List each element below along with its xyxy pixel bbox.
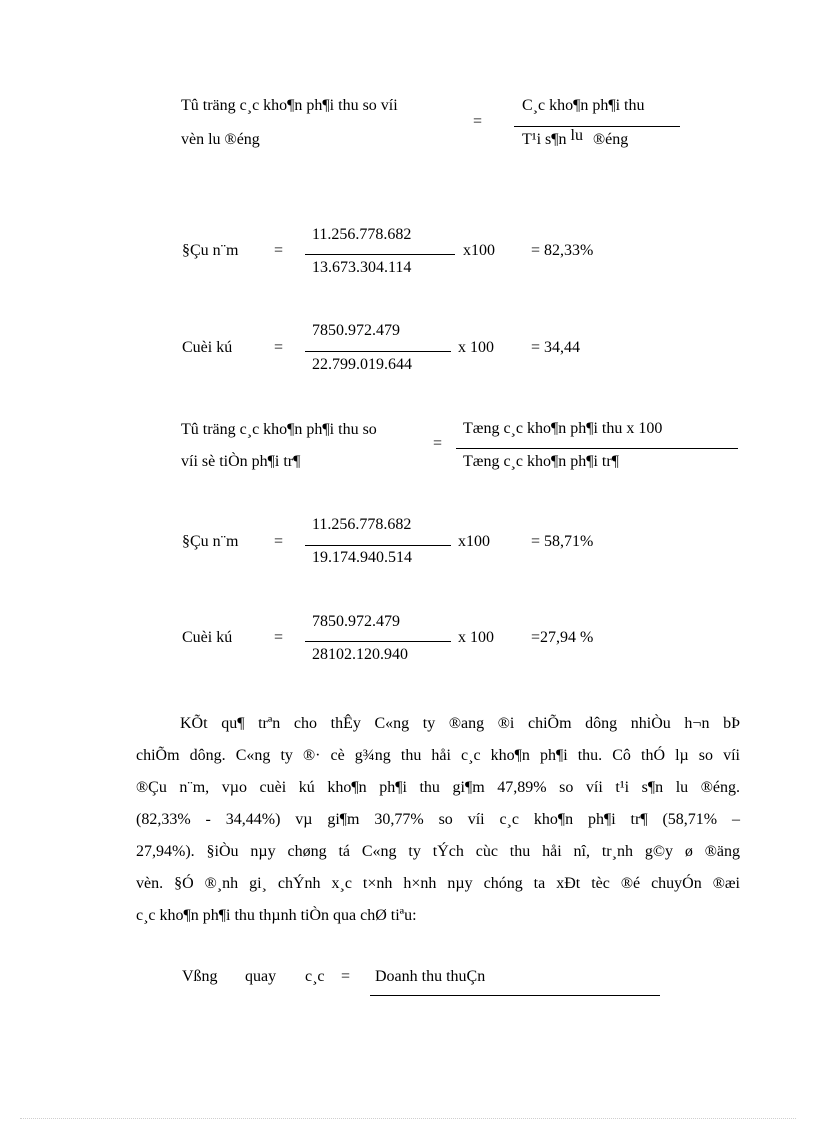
- paragraph-line-7: c¸c kho¶n ph¶i thu thµnh tiÒn qua chØ tiªu:: [136, 907, 417, 924]
- calc4-denominator: 28102.120.940: [312, 646, 408, 663]
- paragraph-line-3: ®Çu n¨m, vµo cuèi kú kho¶n ph¶i thu gi¶m 47,89% so víi t¹i s¶n lu ®éng.: [136, 779, 740, 796]
- formula2-equals: =: [433, 435, 443, 452]
- calc1-fraction-bar: [305, 254, 455, 255]
- calc1-equals: =: [274, 242, 284, 259]
- paragraph-line-4: (82,33% - 34,44%) vµ gi¶m 30,77% so víi c¸c kho¶n ph¶i tr¶ (58,71% –: [136, 811, 740, 828]
- formula1-denominator-b: lu: [570, 127, 583, 144]
- formula1-denominator-a: T¹i s¶n: [522, 131, 567, 148]
- formula3-numerator: Doanh thu thuÇn: [375, 968, 486, 985]
- formula3-label-a: Vßng: [182, 968, 218, 985]
- calc4-fraction-bar: [305, 641, 451, 642]
- paragraph-line-6: vèn. §Ó ®¸nh gi¸ chÝnh x¸c t×nh h×nh nµy chóng ta xÐt tèc ®é chuyÓn ®æi: [136, 875, 740, 892]
- formula1-equals: =: [473, 113, 483, 130]
- formula3-label-b: quay: [245, 968, 277, 985]
- calc1-result: = 82,33%: [531, 242, 594, 259]
- formula2-denominator: Tæng c¸c kho¶n ph¶i tr¶: [463, 453, 619, 470]
- calc4-numerator: 7850.972.479: [312, 613, 400, 630]
- calc2-fraction-bar: [305, 351, 451, 352]
- formula2-numerator: Tæng c¸c kho¶n ph¶i thu x 100: [463, 420, 663, 437]
- formula2-lhs-line1: Tû träng c¸c kho¶n ph¶i thu so: [181, 421, 377, 438]
- formula1-denominator: [522, 127, 629, 150]
- calc1-numerator: 11.256.778.682: [312, 226, 412, 243]
- calc2-result: = 34,44: [531, 339, 581, 356]
- calc4-multiplier: x 100: [458, 629, 494, 646]
- calc3-multiplier: x100: [458, 533, 490, 550]
- calc3-label: §Çu n¨m: [182, 533, 239, 550]
- calc1-multiplier: x100: [463, 242, 495, 259]
- calc3-result: = 58,71%: [531, 533, 594, 550]
- calc3-numerator: 11.256.778.682: [312, 516, 412, 533]
- formula3-fraction-bar: [370, 995, 660, 996]
- formula2-lhs-line2: víi sè tiÒn ph¶i tr¶: [181, 453, 301, 470]
- calc2-multiplier: x 100: [458, 339, 494, 356]
- calc1-denominator: 13.673.304.114: [312, 259, 412, 276]
- paragraph-line-5: 27,94%). §iÒu nµy chøng tá C«ng ty tÝch cùc thu håi nî, tr¸nh g©y ø ®äng: [136, 843, 740, 860]
- calc3-equals: =: [274, 533, 284, 550]
- formula1-denominator-c: ®éng: [592, 131, 629, 148]
- formula2-fraction-bar: [456, 448, 738, 449]
- calc2-denominator: 22.799.019.644: [312, 356, 412, 373]
- formula1-lhs-line1: Tû träng c¸c kho¶n ph¶i thu so víi: [181, 97, 398, 114]
- paragraph-line-1: KÕt qu¶ trªn cho thÊy C«ng ty ®ang ®i chiÕm dông nhiÒu h¬n bÞ: [180, 715, 740, 732]
- page-bottom-border: [20, 1118, 796, 1119]
- calc1-label: §Çu n¨m: [182, 242, 239, 259]
- formula1-fraction-bar: [514, 126, 680, 127]
- formula3-label-c: c¸c: [305, 968, 325, 985]
- calc4-result: =27,94 %: [531, 629, 594, 646]
- calc2-label: Cuèi kú: [182, 339, 233, 356]
- calc2-equals: =: [274, 339, 284, 356]
- calc3-fraction-bar: [305, 545, 451, 546]
- calc3-denominator: 19.174.940.514: [312, 549, 412, 566]
- formula3-equals: =: [341, 968, 351, 985]
- calc4-label: Cuèi kú: [182, 629, 233, 646]
- paragraph-line-2: chiÕm dông. C«ng ty ®· cè g¾ng thu håi c¸c kho¶n ph¶i thu. Cô thÓ lµ so víi: [136, 747, 740, 764]
- conclusion-paragraph: [136, 708, 740, 932]
- calc2-numerator: 7850.972.479: [312, 322, 400, 339]
- formula1-numerator: C¸c kho¶n ph¶i thu: [522, 97, 645, 114]
- calc4-equals: =: [274, 629, 284, 646]
- formula1-lhs-line2: vèn lu ®éng: [181, 131, 260, 148]
